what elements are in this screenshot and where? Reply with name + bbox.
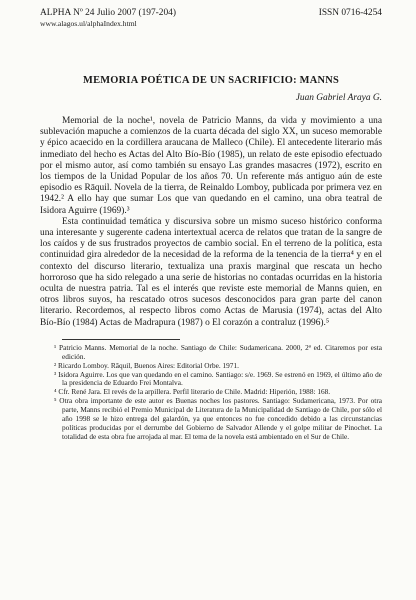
issn: ISSN 0716-4254 xyxy=(318,8,382,18)
footnote: ³ Isidora Aguirre. Los que van quedando en el camino. Santiago: s/e. 1969. Se estrenó en 1969, el último año de la presidencia de Eduardo Frei Montalva. xyxy=(54,369,382,388)
header-left xyxy=(40,8,176,28)
article-author: Juan Gabriel Araya G. xyxy=(295,93,382,103)
journal-citation: ALPHA Nº 24 Julio 2007 (197-204) xyxy=(40,8,176,18)
article-title: MEMORIA POÉTICA DE UN SACRIFICIO: MANNS xyxy=(83,75,339,86)
body-paragraph: Esta continuidad temática y discursiva sobre un mismo suceso histórico conforma una interesante y sugerente cadena intertextual acerca de relatos que tratan de la sangre de los caídos y de sus frustrados proyectos de cambio social. En el terreno de la política, esta continuidad gira alrededor de la necesidad de la reforma de la tenencia de la tierra⁴ y en el contexto del discurso literario, textualiza una praxis marginal que rescata un hecho horroroso que ha sido relegado a una serie de historias no contadas ocurridas en la historia oculta de nuestra patria. Tal es el interés que reviste este memorial de Manns quien, en otros libros suyos, ha rescatado otros sucesos desconocidos para gran parte del canon literario. Recordemos, al respecto libros como Actas de Marusia (1974), actas del Alto Bío-Bío (1984) Actas de Madrapura (1987) o El corazón a contraluz (1996).⁵ xyxy=(40,216,382,328)
footnote-separator xyxy=(62,339,180,340)
footnote: ⁴ Cfr. René Jara. El revés de la arpillera. Perfil literario de Chile. Madrid: Hiperión, 1988: 168. xyxy=(54,387,331,397)
running-header xyxy=(40,8,382,28)
footnote: ⁵ Otra obra importante de este autor es Buenas noches los pastores. Santiago: Sudamericana, 1973. Por otra parte, Manns recibió el Premio Municipal de Literatura de la Municipalidad de Santiago de Chile, por sólo el año 1998 se le hizo entrega del galardón, ya que entonces no fue concedido debido a las circunstancias políticas producidas por el derrumbe del Gobierno de Salvador Allende y el golpe militar de Pinochet. La totalidad de esta obra fue arrojada al mar. El tema de la novela está ambientado en el Sur de Chile. xyxy=(54,396,382,441)
footnotes xyxy=(40,344,382,442)
footnote: ² Ricardo Lomboy. Rāquil, Buenos Aires: Editorial Orbe. 1971. xyxy=(54,360,239,370)
footnote: ¹ Patricio Manns. Memorial de la noche. Santiago de Chile: Sudamericana. 2000, 2ª ed. Citaremos por esta edición. xyxy=(54,342,382,361)
journal-url: www.alagos.ul/alphaIndex.html xyxy=(40,19,137,28)
body-paragraph: Memorial de la noche¹, novela de Patricio Manns, da vida y movimiento a una sublevación mapuche a comienzos de la cuarta década del siglo XX, un suceso memorable y épico acaecido en la cordillera araucana de Malleco (Chile). El antecedente literario más inmediato del hecho es Actas del Alto Bío-Bío (1985), un relato de este episodio efectuado por el mismo autor, así como también su ensayo Las grandes masacres (1972), escrito en los tiempos de la Unidad Popular de los años 70. Un referente más antiguo aún de este episodio es Rāquil. Novela de la tierra, de Reinaldo Lomboy, publicada por primera vez en 1942.² A ello hay que sumar Los que van quedando en el camino, una obra teatral de Isidora Aguirre (1969).³ xyxy=(40,116,382,216)
article-body xyxy=(40,116,382,329)
